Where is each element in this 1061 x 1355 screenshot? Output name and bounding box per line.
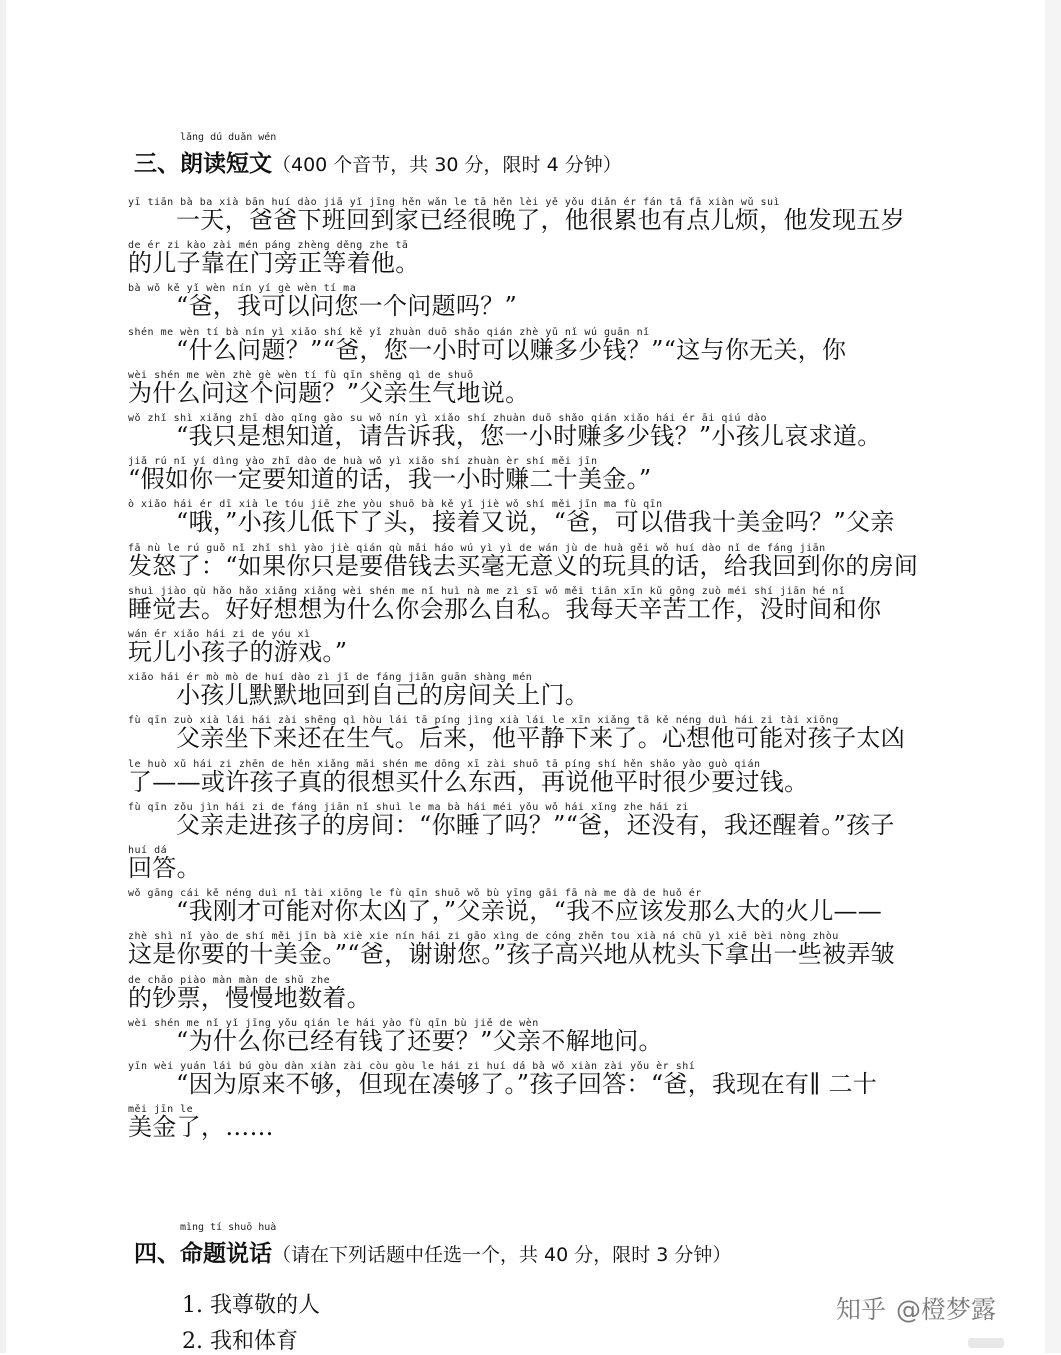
section-3-title: 三、朗读短文 [134, 151, 272, 177]
passage-line: 睡觉去。好好想想为什么你会那么自私。我每天辛苦工作，没时间和你 [128, 594, 882, 623]
left-border [0, 0, 6, 1353]
passage-line: 父亲坐下来还在生气。后来，他平静下来了。心想他可能对孩子太凶 [176, 724, 905, 753]
pinyin-line: de chāo piào màn màn de shǔ zhe [128, 974, 331, 986]
pinyin-line: de ér zi kào zài mén páng zhèng děng zhe tā [128, 240, 409, 252]
passage-line: 小孩儿默默地回到自己的房间关上门。 [176, 681, 590, 710]
pinyin-line: wèi shén me wèn zhè gè wèn tí fù qīn shēng qì de shuō [128, 369, 474, 381]
section-4-note: （请在下列话题中任选一个，共 40 分，限时 3 分钟） [272, 1244, 732, 1266]
watermark [836, 1290, 996, 1326]
section-3-heading [134, 132, 622, 178]
pinyin-line: fù qīn zǒu jìn hái zi de fáng jiān nǐ shuì le ma bà hái méi yǒu wǒ hái xǐng zhe hái zi [128, 801, 689, 813]
passage-line: 了——或许孩子真的很想买什么东西，再说他平时很少要过钱。 [128, 767, 809, 796]
pinyin-line: wǒ zhǐ shì xiǎng zhī dào qǐng gào su wǒ nín yì xiǎo shí zhuàn duō shǎo qián xiǎo hái ér āi qiú dào [128, 413, 768, 424]
pinyin-line: xiǎo hái ér mò mò de huí dào zì jǐ de fáng jiān guān shàng mén [128, 672, 533, 684]
passage-line: “假如你一定要知道的话，我一小时赚二十美金。” [128, 465, 652, 494]
watermark-user: @橙梦露 [896, 1295, 997, 1324]
pinyin-line: shén me wèn tí bà nín yì xiǎo shí kě yǐ zhuàn duō shǎo qián zhè yǔ nǐ wú guān nǐ [128, 326, 650, 338]
pinyin-line: yīn wèi yuán lái bú gòu dàn xiàn zài còu gòu le hái zi huí dá bà wǒ xiàn zài yǒu èr shí [128, 1061, 696, 1072]
pinyin-line: bà wǒ kě yǐ wèn nín yí gè wèn tí ma [128, 283, 357, 295]
section-3-note: （400 个音节，共 30 分，限时 4 分钟） [272, 154, 622, 176]
pinyin-line: huí dá [128, 845, 168, 856]
passage-line: “为什么你已经有钱了还要？”父亲不解地问。 [176, 1026, 663, 1055]
passage-line: 发怒了：“如果你只是要借钱去买毫无意义的玩具的话，给我回到你的房间 [128, 551, 919, 580]
passage-line: 这是你要的十美金。”“爸，谢谢您。”孩子高兴地从枕头下拿出一些被弄皱 [128, 940, 896, 969]
section-4-heading [134, 1222, 731, 1268]
passage-line: “哦，”小孩儿低下了头，接着又说，“爸，可以借我十美金吗？”父亲 [176, 508, 895, 537]
pinyin-line: wǒ gāng cái kě néng duì nǐ tài xiōng le fù qīn shuō wǒ bù yīng gāi fā nà me dà de huǒ ér [128, 888, 702, 900]
watermark-badge [968, 1338, 1004, 1348]
pinyin-line: měi jīn le [128, 1104, 194, 1116]
pinyin-line: fā nù le rú guǒ nǐ zhǐ shì yào jiè qián qù mǎi háo wú yì yì de wán jù de huà gěi wǒ huí dào nǐ de fáng jiān [128, 542, 826, 554]
passage-line: “我只是想知道，请告诉我，您一小时赚多少钱？”小孩儿哀求道。 [176, 422, 882, 450]
section-4-pinyin: mìng tí shuō huà [180, 1222, 277, 1233]
passage-line: “我刚才可能对你太凶了，”父亲说，“我不应该发那么大的火儿—— [176, 897, 883, 926]
section-4-title: 四、命题说话 [134, 1241, 272, 1267]
section-3-pinyin: lǎng dú duǎn wén [180, 132, 277, 143]
topic-item: 2. 我和体育 [182, 1329, 298, 1354]
pinyin-line: ò xiǎo hái ér dī xià le tóu jiē zhe yòu shuō bà kě yǐ jiè wǒ shí měi jīn ma fù qīn [128, 499, 663, 511]
right-border [1045, 0, 1061, 1353]
pinyin-line: le huò xǔ hái zi zhēn de hěn xiǎng mǎi shén me dōng xī zài shuō tā píng shí hěn shǎo yào guò qián [128, 758, 761, 770]
passage-line: 为什么问这个问题？”父亲生气地说。 [128, 378, 530, 407]
passage-line: 的儿子靠在门旁正等着他。 [128, 249, 420, 278]
pinyin-line: jiǎ rú nǐ yí dìng yào zhī dào de huà wǒ yì xiǎo shí zhuàn èr shí měi jīn [128, 456, 598, 468]
pinyin-line: zhè shì nǐ yào de shí měi jīn bà xiè xie nín hái zi gāo xìng de cóng zhěn tou xià ná chū yì xiē bèi nòng zhòu [128, 931, 839, 943]
passage-line: 一天，爸爸下班回到家已经很晚了，他很累也有点儿烦，他发现五岁 [176, 206, 905, 234]
passage-line: “因为原来不够，但现在凑够了。”孩子回答：“爸，我现在有∥ 二十 [176, 1070, 878, 1098]
passage-line: “爸，我可以问您一个问题吗？” [176, 292, 518, 321]
passage-line: 的钞票，慢慢地数着。 [128, 983, 371, 1012]
passage-line: 父亲走进孩子的房间：“你睡了吗？”“爸，还没有，我还醒着。”孩子 [176, 810, 895, 839]
topic-item: 1. 我尊敬的人 [182, 1293, 320, 1318]
pinyin-line: yī tiān bà ba xià bān huí dào jiā yǐ jīng hěn wǎn le tā hěn lèi yě yǒu diǎn ér fán tā fā xiàn wǔ suì [128, 197, 781, 208]
pinyin-line: wèi shén me nǐ yǐ jīng yǒu qián le hái yào fù qīn bù jiě de wèn [128, 1017, 539, 1029]
pinyin-line: wán ér xiǎo hái zi de yóu xì [128, 629, 311, 640]
watermark-site: 知乎 [836, 1295, 887, 1324]
passage-line: “什么问题？”“爸，您一小时可以赚多少钱？”“这与你无关，你 [176, 335, 847, 364]
passage-line: 玩儿小孩子的游戏。” [128, 638, 348, 666]
pinyin-line: shuì jiào qù hǎo hǎo xiǎng xiǎng wèi shén me nǐ huì nà me zì sī wǒ měi tiān xīn kǔ gōng zuò méi shí jiān hé nǐ [128, 585, 846, 597]
pinyin-line: fù qīn zuò xià lái hái zài shēng qì hòu lái tā píng jìng xià lái le xīn xiǎng tā kě néng duì hái zi tài xiōng [128, 715, 839, 727]
passage-line: 美金了，…… [128, 1113, 274, 1142]
passage-line: 回答。 [128, 854, 201, 882]
